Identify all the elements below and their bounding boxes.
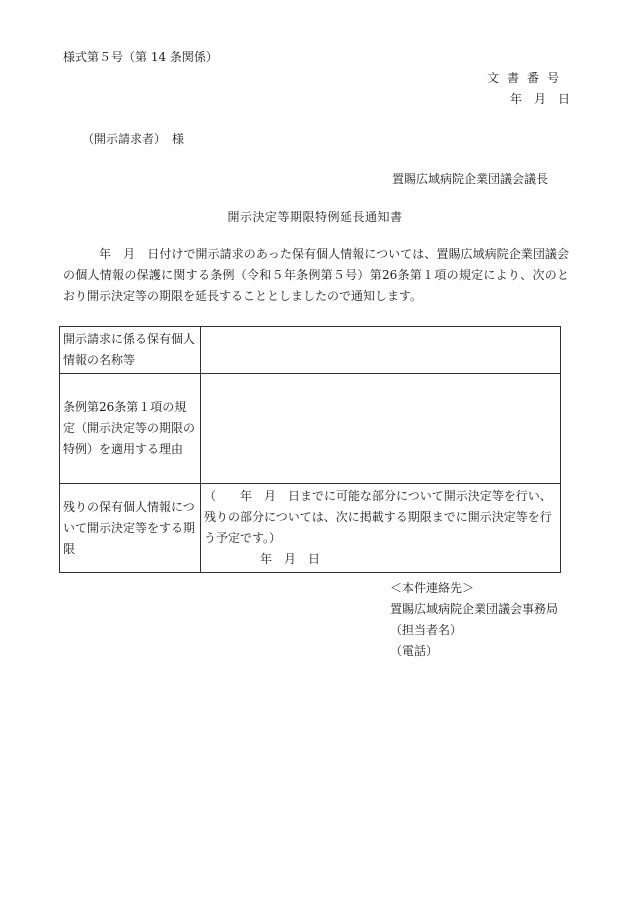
table-row	[60, 327, 561, 374]
body-paragraph-text: 年 月 日付けで開示請求のあった保有個人情報については、置賜広域病院企業団議会の個人情報の保護に関する条例（令和５年条例第５号）第26条第１項の規定により、次のとおり開示決定等の期限を延長することとしましたので通知します。	[63, 247, 569, 303]
document-title: 開示決定等期限特例延長通知書	[227, 210, 403, 224]
contact-office: 置賜広域病院企業団議会事務局	[390, 602, 559, 616]
deadline-date: 年 月 日	[260, 552, 321, 566]
contact-header: ＜本件連絡先＞	[390, 581, 475, 595]
table-label-cell: 残りの保有個人情報について開示決定等をする期限	[60, 484, 201, 573]
document-date-label: 年 月 日	[509, 92, 570, 106]
contact-person: （担当者名）	[390, 623, 463, 637]
table-row	[60, 484, 561, 573]
contact-phone: （電話）	[390, 644, 439, 658]
recipient-line: （開示請求者） 様	[82, 132, 185, 146]
form-label: 様式第５号（第 14 条関係）	[63, 50, 218, 64]
table-value-cell	[201, 374, 561, 484]
sender-line: 置賜広域病院企業団議会議長	[392, 172, 549, 186]
body-paragraph	[63, 244, 569, 307]
contact-block	[390, 578, 558, 662]
deadline-text: （ 年 月 日までに可能な部分について開示決定等を行い、残りの部分については、次に掲載する期限までに開示決定等を行う予定です。）	[204, 489, 552, 545]
table-label-cell: 開示請求に係る保有個人情報の名称等	[60, 327, 201, 374]
table-value-cell	[201, 484, 561, 573]
table-label-cell: 条例第26条第１項の規定（開示決定等の期限の特例）を適用する理由	[60, 374, 201, 484]
info-table	[59, 326, 561, 573]
table-row	[60, 374, 561, 484]
document-number-label: 文書番号	[486, 71, 567, 85]
table-value-cell	[201, 327, 561, 374]
